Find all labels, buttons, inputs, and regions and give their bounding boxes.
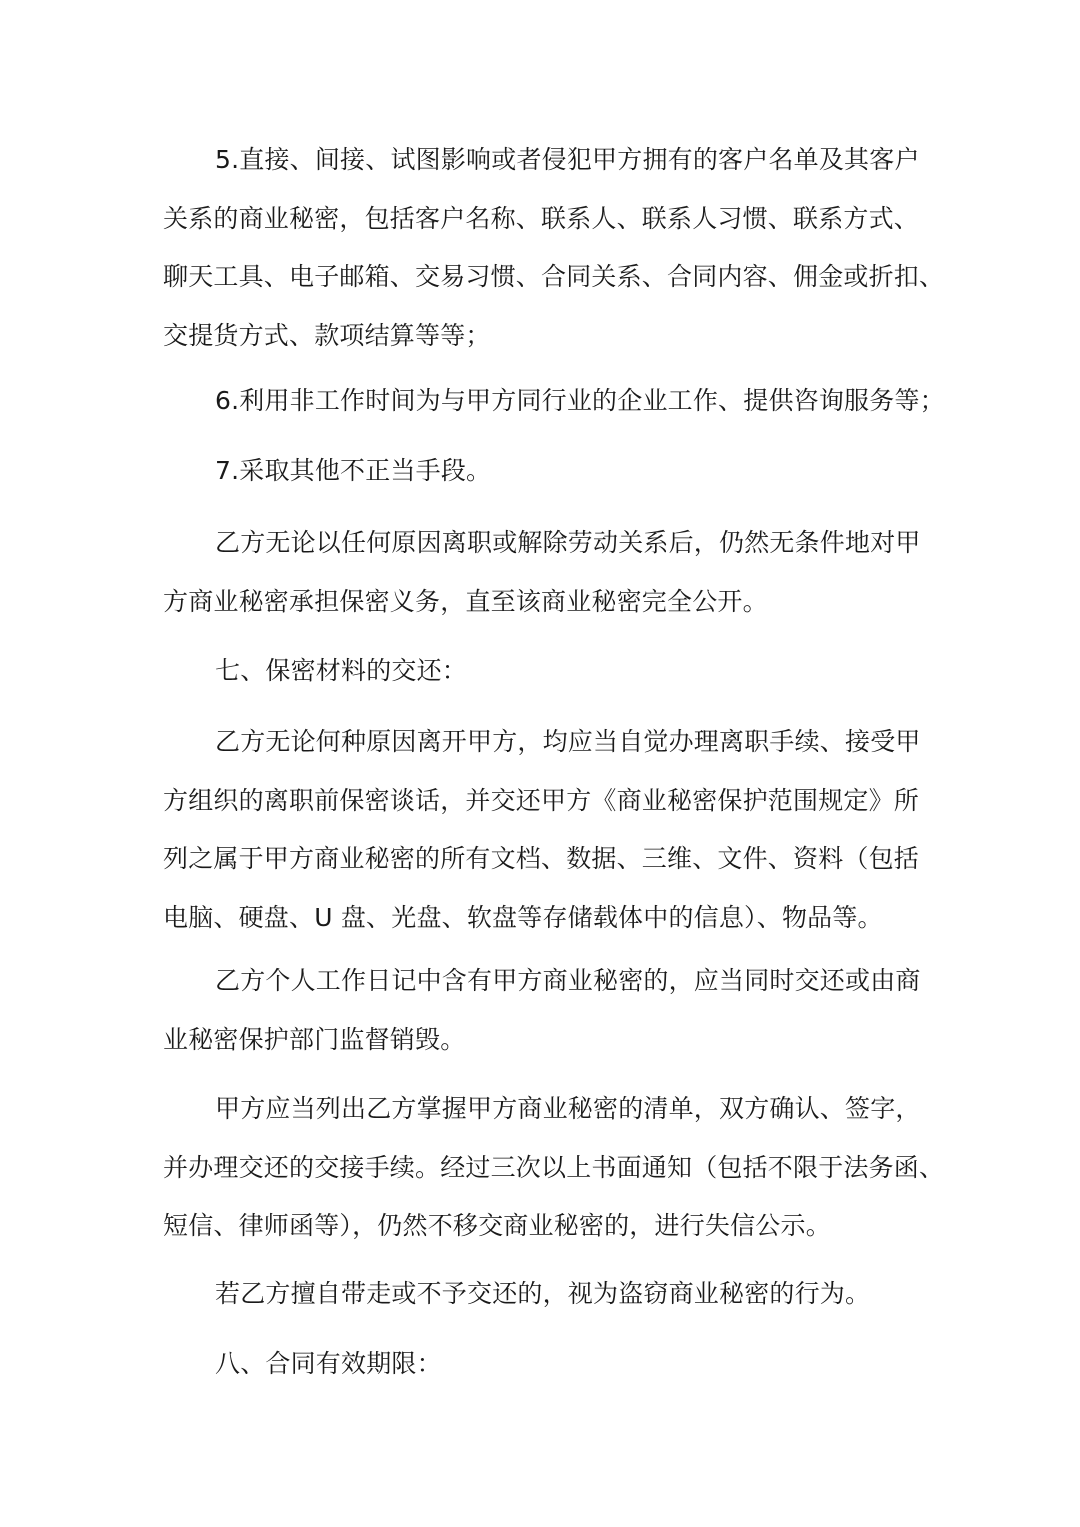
text-line: 业秘密保护部门监督销毁。 xyxy=(163,1024,466,1054)
text-line: 5.直接、间接、试图影响或者侵犯甲方拥有的客户名单及其客户 xyxy=(215,145,920,174)
paragraph-list-of-secrets xyxy=(163,1080,945,1256)
text-line: 聊天工具、电子邮箱、交易习惯、合同关系、合同内容、佣金或折扣、 xyxy=(163,262,945,291)
text-line: 并办理交还的交接手续。经过三次以上书面通知（包括不限于法务函、 xyxy=(163,1152,945,1182)
text-line: 电脑、硬盘、U 盘、光盘、软盘等存储载体中的信息）、物品等。 xyxy=(163,902,883,932)
text-line: 若乙方擅自带走或不予交还的，视为盗窃商业秘密的行为。 xyxy=(215,1279,871,1308)
paragraph-clause-6 xyxy=(163,372,945,431)
text-line: 乙方个人工作日记中含有甲方商业秘密的，应当同时交还或由商 xyxy=(215,966,921,995)
text-line: 甲方应当列出乙方掌握甲方商业秘密的清单，双方确认、签字， xyxy=(215,1094,921,1123)
text-line: 八、合同有效期限： xyxy=(215,1349,442,1378)
text-line: 6.利用非工作时间为与甲方同行业的企业工作、提供咨询服务等； xyxy=(215,386,945,415)
text-line: 交提货方式、款项结算等等； xyxy=(163,320,491,350)
paragraph-clause-5 xyxy=(163,131,945,365)
text-line: 乙方无论以任何原因离职或解除劳动关系后，仍然无条件地对甲 xyxy=(215,528,921,557)
text-line: 关系的商业秘密，包括客户名称、联系人、联系人习惯、联系方式、 xyxy=(163,203,920,233)
text-line: 列之属于甲方商业秘密的所有文档、数据、三维、文件、资料（包括 xyxy=(163,844,920,873)
text-line: 7.采取其他不正当手段。 xyxy=(215,456,492,485)
text-line: 七、保密材料的交还： xyxy=(215,656,468,685)
paragraph-work-diary xyxy=(163,952,923,1069)
paragraph-return-materials xyxy=(163,713,923,947)
section-heading-8 xyxy=(163,1335,923,1394)
text-line: 乙方无论何种原因离开甲方，均应当自觉办理离职手续、接受甲 xyxy=(215,727,921,756)
paragraph-post-termination xyxy=(163,514,923,631)
text-line: 方商业秘密承担保密义务，直至该商业秘密完全公开。 xyxy=(163,586,768,616)
text-line: 短信、律师函等），仍然不移交商业秘密的，进行失信公示。 xyxy=(163,1211,831,1240)
paragraph-theft xyxy=(163,1265,923,1324)
paragraph-clause-7 xyxy=(163,442,923,501)
section-heading-7 xyxy=(163,642,923,701)
text-line: 方组织的离职前保密谈话，并交还甲方《商业秘密保护范围规定》所 xyxy=(163,785,920,815)
